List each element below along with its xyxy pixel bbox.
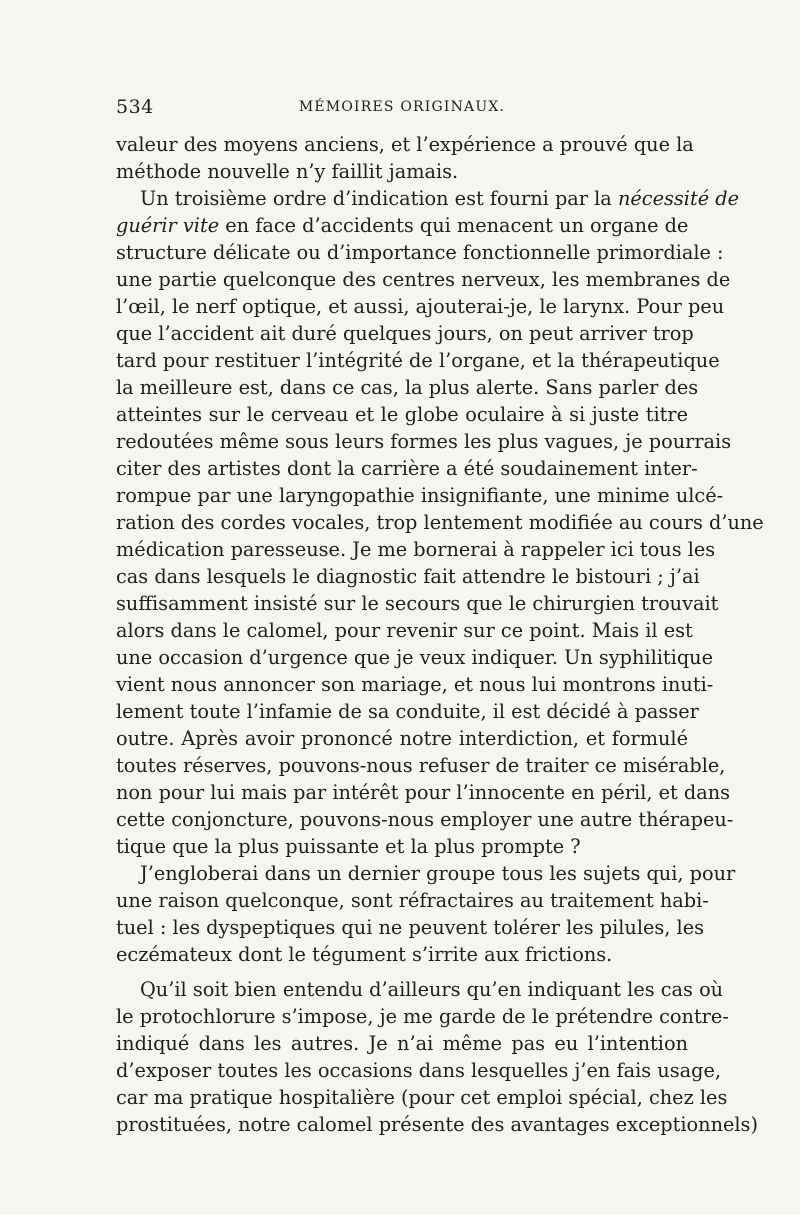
text-line bbox=[116, 941, 688, 968]
text-line bbox=[116, 1003, 729, 1030]
text-line bbox=[116, 239, 724, 266]
text-line bbox=[116, 833, 688, 860]
line-text: valeur des moyens anciens, et l’expérience a prouvé que la bbox=[116, 133, 694, 156]
running-title: MÉMOIRES ORIGINAUX. bbox=[298, 99, 506, 115]
text-line bbox=[116, 1084, 728, 1111]
line-text: tuel : les dyspeptiques qui ne peuvent tolérer les pilules, les bbox=[116, 916, 705, 939]
line-text: Qu’il soit bien entendu d’ailleurs qu’en indiquant les cas où bbox=[140, 978, 724, 1001]
line-text: lement toute l’infamie de sa conduite, il est décidé à passer bbox=[116, 700, 699, 723]
text-line bbox=[116, 293, 725, 320]
line-text: ration des cordes vocales, trop lentement modifiée au cours d’une bbox=[116, 511, 764, 534]
line-text: en face d’accidents qui menacent un organe de bbox=[219, 214, 689, 237]
body-text bbox=[116, 131, 764, 1138]
italic-phrase: nécessité de bbox=[617, 187, 739, 210]
text-line bbox=[116, 1111, 758, 1138]
text-line bbox=[116, 158, 688, 185]
text-line bbox=[116, 698, 699, 725]
line-text: alors dans le calomel, pour revenir sur ce point. Mais il est bbox=[116, 619, 693, 642]
text-line bbox=[116, 455, 698, 482]
line-text: une occasion d’urgence que je veux indiquer. Un syphilitique bbox=[116, 646, 714, 669]
text-line bbox=[116, 617, 693, 644]
line-text: redoutées même sous leurs formes les plus vagues, je pourrais bbox=[116, 430, 732, 453]
text-line bbox=[116, 374, 699, 401]
page-number: 534 bbox=[116, 96, 154, 118]
line-text: l’œil, le nerf optique, et aussi, ajouterai-je, le larynx. Pour peu bbox=[116, 295, 725, 318]
line-text: outre. Après avoir prononcé notre interdiction, et formulé bbox=[116, 727, 688, 750]
text-line bbox=[116, 212, 688, 239]
text-line bbox=[116, 1030, 688, 1057]
line-text: suffisamment insisté sur le secours que le chirurgien trouvait bbox=[116, 592, 719, 615]
line-text: rompue par une laryngopathie insignifiante, une minime ulcé- bbox=[116, 484, 724, 507]
text-line bbox=[116, 320, 694, 347]
line-text: méthode nouvelle n’y faillit jamais. bbox=[116, 160, 459, 183]
line-text: d’exposer toutes les occasions dans lesquelles j’en fais usage, bbox=[116, 1059, 721, 1082]
text-line bbox=[116, 1057, 721, 1084]
line-text: citer des artistes dont la carrière a été soudainement inter- bbox=[116, 457, 698, 480]
text-line bbox=[116, 752, 726, 779]
page-header bbox=[116, 96, 688, 120]
line-text: tique que la plus puissante et la plus prompte ? bbox=[116, 835, 581, 858]
line-text: J’engloberai dans un dernier groupe tous les sujets qui, pour bbox=[140, 862, 736, 885]
line-text: une raison quelconque, sont réfractaires au traitement habi- bbox=[116, 889, 709, 912]
line-text: non pour lui mais par intérêt pour l’innocente en péril, et dans bbox=[116, 781, 731, 804]
text-line bbox=[116, 428, 732, 455]
text-line bbox=[116, 347, 720, 374]
line-text: Un troisième ordre d’indication est fourni par la bbox=[140, 187, 612, 210]
text-line bbox=[116, 725, 688, 752]
line-text: une partie quelconque des centres nerveux, les membranes de bbox=[116, 268, 731, 291]
text-line bbox=[116, 185, 739, 212]
line-text: prostituées, notre calomel présente des avantages exceptionnels) bbox=[116, 1113, 758, 1136]
line-text: cas dans lesquels le diagnostic fait attendre le bistouri ; j’ai bbox=[116, 565, 700, 588]
line-text: eczémateux dont le tégument s’irrite aux frictions. bbox=[116, 943, 613, 966]
line-text: atteintes sur le cerveau et le globe oculaire à si juste titre bbox=[116, 403, 688, 426]
italic-phrase: guérir vite bbox=[116, 214, 220, 237]
line-text: indiqué dans les autres. Je n’ai même pas eu l’intention bbox=[116, 1032, 688, 1055]
text-line bbox=[116, 401, 688, 428]
line-text: cette conjoncture, pouvons-nous employer une autre thérapeu- bbox=[116, 808, 734, 831]
line-text: que l’accident ait duré quelques jours, on peut arriver trop bbox=[116, 322, 694, 345]
text-line bbox=[116, 266, 731, 293]
paragraph-gap bbox=[116, 968, 688, 976]
text-line bbox=[116, 887, 709, 914]
line-text: car ma pratique hospitalière (pour cet emploi spécial, chez les bbox=[116, 1086, 728, 1109]
text-line bbox=[116, 779, 731, 806]
text-line bbox=[116, 671, 714, 698]
text-line bbox=[116, 536, 716, 563]
line-text: toutes réserves, pouvons-nous refuser de traiter ce misérable, bbox=[116, 754, 726, 777]
text-line bbox=[116, 976, 724, 1003]
line-text: médication paresseuse. Je me bornerai à rappeler ici tous les bbox=[116, 538, 716, 561]
line-text: la meilleure est, dans ce cas, la plus alerte. Sans parler des bbox=[116, 376, 699, 399]
text-line bbox=[116, 806, 734, 833]
text-line bbox=[116, 914, 705, 941]
line-text: vient nous annoncer son mariage, et nous lui montrons inuti- bbox=[116, 673, 714, 696]
line-text: le protochlorure s’impose, je me garde de le prétendre contre- bbox=[116, 1005, 729, 1028]
line-text: structure délicate ou d’importance fonctionnelle primordiale : bbox=[116, 241, 724, 264]
text-line bbox=[116, 644, 714, 671]
text-line bbox=[116, 131, 694, 158]
text-line bbox=[116, 482, 724, 509]
text-line bbox=[116, 509, 764, 536]
text-line bbox=[116, 563, 700, 590]
text-line bbox=[116, 590, 719, 617]
text-line bbox=[116, 860, 736, 887]
line-text: tard pour restituer l’intégrité de l’organe, et la thérapeutique bbox=[116, 349, 720, 372]
